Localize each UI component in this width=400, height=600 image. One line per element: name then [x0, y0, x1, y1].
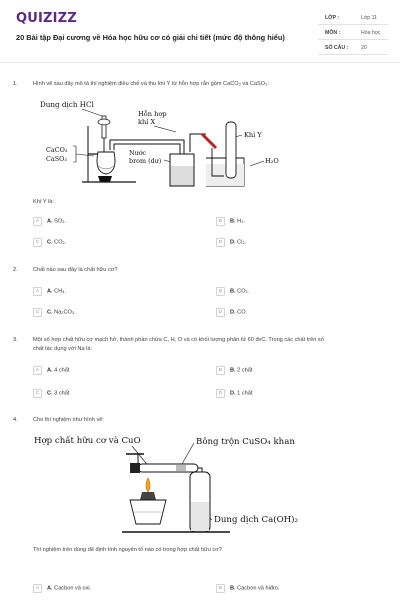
option-letter: D — [216, 389, 225, 398]
option-key: C. — [47, 309, 53, 316]
meta-label: SỐ CÂU : — [325, 45, 349, 51]
figure-label: Hợp chất hữu cơ và CuO — [34, 436, 141, 446]
option-value: CO₂. — [237, 288, 250, 295]
figure-label: khí X — [138, 118, 156, 126]
meta-row-count — [318, 40, 388, 55]
question-text-line1: Một số hợp chất hữu cơ mạch hở, thành phần chứa C, H, O và có khối lượng phân tử 60 đvC. Trong các chất trên số — [33, 337, 324, 343]
option-letter: C — [33, 389, 42, 398]
option-text — [47, 310, 76, 316]
figure-label: CaSO₃ — [46, 155, 67, 163]
question-number: 1. — [13, 81, 18, 87]
gas-apparatus-figure — [36, 96, 296, 192]
option-letter: A — [33, 366, 42, 375]
option-key: A. — [47, 288, 53, 295]
question-text: Chất nào sau đây là chất hữu cơ? — [33, 267, 118, 273]
option-a[interactable] — [33, 287, 66, 297]
option-a[interactable] — [33, 217, 66, 227]
option-text — [47, 219, 66, 225]
option-b[interactable] — [216, 584, 279, 594]
option-b[interactable] — [216, 217, 245, 227]
option-text — [47, 391, 69, 397]
meta-row-subject — [318, 25, 388, 40]
figure-label: Bông trộn CuSO₄ khan — [196, 437, 295, 447]
option-key: D. — [230, 390, 236, 397]
option-key: B. — [230, 288, 236, 295]
option-text — [230, 391, 252, 397]
option-key: A. — [47, 218, 53, 225]
option-letter: B — [216, 217, 225, 226]
option-letter: B — [216, 584, 225, 593]
figure-label: Nước — [129, 149, 147, 157]
meta-value: Hóa học — [361, 30, 381, 36]
option-text — [47, 586, 91, 592]
question-number: 2. — [13, 267, 18, 273]
option-text — [47, 289, 66, 295]
option-value: 1 chất — [237, 390, 253, 397]
question-prompt: Thí nghiệm trên dùng để định tính nguyên tố nào có trong hợp chất hữu cơ? — [33, 547, 222, 553]
quizizz-logo: QUIZIZZ — [16, 11, 77, 26]
question-text: Cho thí nghiệm như hình vẽ: — [33, 417, 104, 423]
option-text — [230, 289, 249, 295]
option-key: A. — [47, 367, 53, 374]
meta-value: 20 — [361, 45, 367, 51]
option-value: 2 chất — [237, 367, 253, 374]
option-key: B. — [230, 367, 236, 374]
figure-label: H₂O — [265, 157, 279, 165]
option-d[interactable] — [216, 389, 252, 399]
option-value: Na₂CO₃. — [54, 309, 76, 316]
option-key: C. — [47, 390, 53, 397]
question-text: Hình vẽ sau đây mô tả thí nghiệm điều chế và thu khí Y từ hỗn hợp rắn gồm CaCO₃ và CaSO₃: — [33, 81, 269, 87]
page-header — [0, 0, 400, 62]
figure-label: brom (dư) — [129, 157, 162, 165]
option-text — [47, 368, 69, 374]
option-letter: D — [216, 238, 225, 247]
option-letter: C — [33, 308, 42, 317]
option-a[interactable] — [33, 584, 91, 594]
option-b[interactable] — [216, 366, 252, 376]
option-text — [230, 586, 279, 592]
option-value: CO. — [237, 309, 248, 316]
option-text — [230, 368, 252, 374]
figure-label: CaCO₃ — [46, 146, 68, 154]
option-key: B. — [230, 218, 236, 225]
combustion-apparatus-figure — [30, 428, 300, 540]
figure-label: Dung dịch HCl — [40, 100, 94, 109]
option-key: D. — [230, 309, 236, 316]
meta-value: Lớp 11 — [361, 15, 377, 21]
option-text — [230, 310, 247, 316]
option-value: Cacbon và oxi. — [54, 585, 92, 592]
option-key: B. — [230, 585, 236, 592]
option-b[interactable] — [216, 287, 249, 297]
option-d[interactable] — [216, 308, 247, 318]
page-title: 20 Bài tập Đại cương về Hóa học hữu cơ có giải chi tiết (mức độ thông hiểu) — [16, 33, 285, 42]
option-a[interactable] — [33, 366, 69, 376]
figure-label: Khí Y — [244, 131, 262, 139]
option-value: CH₄. — [54, 288, 67, 295]
option-value: 4 chất — [54, 367, 70, 374]
option-letter: B — [216, 366, 225, 375]
meta-label: LỚP : — [325, 15, 340, 21]
question-text-line2: chất tác dụng với Na là: — [33, 346, 93, 352]
option-key: A. — [47, 585, 53, 592]
figure-label: Dung dịch Ca(OH)₂ — [214, 515, 298, 525]
option-letter: A — [33, 584, 42, 593]
option-value: CO₂. — [54, 239, 67, 246]
question-prompt: Khí Y là: — [33, 199, 54, 205]
option-c[interactable] — [33, 308, 76, 318]
option-letter: D — [216, 308, 225, 317]
question-number: 4. — [13, 417, 18, 423]
option-text — [230, 219, 245, 225]
option-letter: C — [33, 238, 42, 247]
meta-label: MÔN : — [325, 30, 341, 36]
meta-table — [318, 10, 388, 55]
option-value: H₂. — [237, 218, 245, 225]
option-c[interactable] — [33, 389, 69, 399]
option-value: 3 chất — [54, 390, 70, 397]
option-text — [230, 240, 246, 246]
option-text — [47, 240, 66, 246]
option-key: D. — [230, 239, 236, 246]
option-letter: A — [33, 217, 42, 226]
option-letter: B — [216, 287, 225, 296]
option-value: SO₂. — [54, 218, 66, 225]
question-number: 3. — [13, 337, 18, 343]
meta-row-grade — [318, 10, 388, 25]
option-value: Cl₂. — [237, 239, 247, 246]
option-value: Cacbon và hiđro. — [237, 585, 280, 592]
option-letter: A — [33, 287, 42, 296]
option-c[interactable] — [33, 238, 66, 248]
option-key: C. — [47, 239, 53, 246]
header-divider — [0, 62, 400, 63]
figure-label: Hỗn hợp — [138, 110, 167, 118]
option-d[interactable] — [216, 238, 246, 248]
